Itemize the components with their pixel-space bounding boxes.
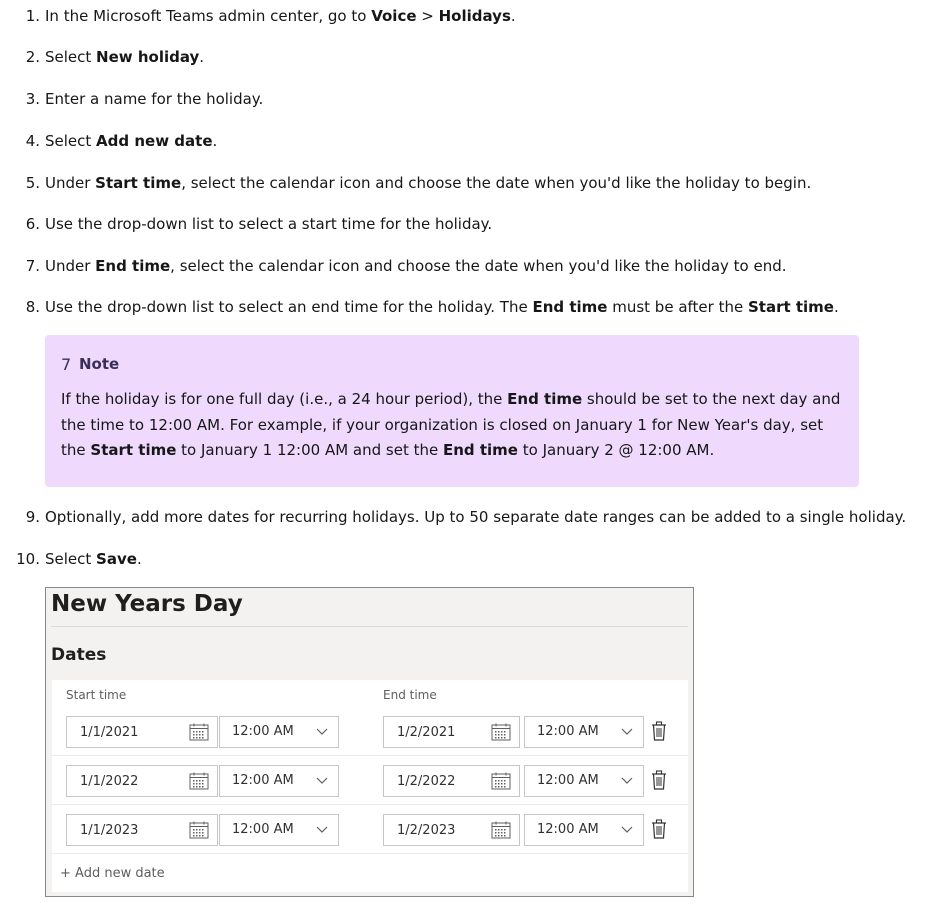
- text-run: Optionally, add more dates for recurring holidays. Up to 50 separate date ranges can be added to a single holiday.: [45, 508, 907, 526]
- chevron-down-icon: [621, 725, 633, 741]
- delete-icon[interactable]: [649, 769, 669, 791]
- text-run: to January 1 12:00 AM and set the: [176, 441, 443, 459]
- text-run: , select the calendar icon and choose the date when you'd like the holiday to begin.: [181, 174, 812, 192]
- start-time-dropdown[interactable]: [219, 716, 339, 748]
- calendar-icon[interactable]: [483, 766, 519, 796]
- end-date-value: 1/2/2021: [397, 725, 456, 740]
- step-text: [45, 548, 142, 570]
- info-icon: 7: [61, 355, 72, 375]
- chevron-down-icon: [316, 774, 328, 790]
- holiday-name: New Years Day: [51, 591, 243, 617]
- add-new-date-link[interactable]: + Add new date: [60, 866, 165, 881]
- text-run: , select the calendar icon and choose the date when you'd like the holiday to end.: [170, 257, 787, 275]
- end-date-picker[interactable]: [383, 716, 520, 748]
- date-row: [52, 755, 688, 805]
- text-run: .: [510, 7, 516, 25]
- start-date-picker[interactable]: [66, 716, 218, 748]
- holiday-form-card: [45, 587, 694, 897]
- calendar-icon[interactable]: [483, 717, 519, 747]
- text-run: Use the drop-down list to select an end time for the holiday. The: [45, 298, 533, 316]
- dates-panel: [52, 680, 688, 892]
- step-text: [45, 296, 839, 318]
- start-time-dropdown[interactable]: [219, 814, 339, 846]
- chevron-down-icon: [621, 823, 633, 839]
- step-text: [45, 88, 263, 110]
- bold-term: End time: [95, 257, 171, 275]
- dates-heading: Dates: [51, 645, 107, 665]
- end-time-dropdown[interactable]: [524, 765, 644, 797]
- end-date-value: 1/2/2023: [397, 823, 456, 838]
- step-text: [45, 46, 204, 68]
- end-date-value: 1/2/2022: [397, 774, 456, 789]
- divider: [51, 626, 688, 627]
- note-body: [61, 387, 843, 464]
- text-run: Enter a name for the holiday.: [45, 90, 264, 108]
- start-time-label: Start time: [66, 688, 127, 702]
- start-time-value: 12:00 AM: [232, 724, 294, 739]
- text-run: >: [416, 7, 439, 25]
- text-run: .: [136, 550, 142, 568]
- text-run: Select: [45, 48, 97, 66]
- delete-icon[interactable]: [649, 818, 669, 840]
- text-run: In the Microsoft Teams admin center, go to: [45, 7, 372, 25]
- bold-term: Start time: [747, 298, 834, 316]
- note-header: [61, 353, 843, 377]
- end-time-value: 12:00 AM: [537, 724, 599, 739]
- bold-term: Start time: [95, 174, 182, 192]
- text-run: to January 2 @ 12:00 AM.: [517, 441, 715, 459]
- step-number: 1.: [25, 7, 40, 25]
- step-text: [45, 5, 516, 27]
- date-row: [52, 706, 688, 756]
- text-run: .: [199, 48, 205, 66]
- end-time-dropdown[interactable]: [524, 716, 644, 748]
- calendar-icon[interactable]: [483, 815, 519, 845]
- text-run: must be after the: [607, 298, 748, 316]
- text-run: should be set to the next day and the time to 12:00 AM. For example, if your organization is closed on January 1 for New Year's day, set the: [61, 390, 841, 459]
- text-run: .: [833, 298, 839, 316]
- text-run: Select: [45, 132, 97, 150]
- bold-term: End time: [532, 298, 608, 316]
- end-date-picker[interactable]: [383, 814, 520, 846]
- step-number: 4.: [25, 132, 40, 150]
- step-text: [45, 130, 217, 152]
- bold-term: Voice: [371, 7, 417, 25]
- step-number: 9.: [25, 508, 40, 526]
- note-title: Note: [79, 355, 120, 374]
- chevron-down-icon: [316, 725, 328, 741]
- chevron-down-icon: [621, 774, 633, 790]
- text-run: Use the drop-down list to select a start time for the holiday.: [45, 215, 493, 233]
- end-time-label: End time: [383, 688, 437, 702]
- bold-term: Add new date: [96, 132, 213, 150]
- step-number: 7.: [25, 257, 40, 275]
- bold-term: Start time: [90, 441, 177, 459]
- step-text: [45, 506, 906, 528]
- text-run: Under: [45, 174, 96, 192]
- step-number: 6.: [25, 215, 40, 233]
- note-callout: [45, 335, 859, 487]
- step-number: 5.: [25, 174, 40, 192]
- date-row: [52, 804, 688, 854]
- bold-term: End time: [442, 441, 518, 459]
- text-run: If the holiday is for one full day (i.e., a 24 hour period), the: [61, 390, 508, 408]
- step-number: 3.: [25, 90, 40, 108]
- calendar-icon[interactable]: [181, 766, 217, 796]
- start-time-dropdown[interactable]: [219, 765, 339, 797]
- end-date-picker[interactable]: [383, 765, 520, 797]
- bold-term: Holidays: [438, 7, 511, 25]
- start-time-value: 12:00 AM: [232, 773, 294, 788]
- start-time-value: 12:00 AM: [232, 822, 294, 837]
- start-date-value: 1/1/2023: [80, 823, 139, 838]
- text-run: .: [212, 132, 218, 150]
- step-number: 8.: [25, 298, 40, 316]
- step-number: 2.: [25, 48, 40, 66]
- step-number: 10.: [16, 550, 40, 568]
- step-text: [45, 255, 787, 277]
- end-time-value: 12:00 AM: [537, 773, 599, 788]
- start-date-picker[interactable]: [66, 814, 218, 846]
- start-date-value: 1/1/2022: [80, 774, 139, 789]
- end-time-dropdown[interactable]: [524, 814, 644, 846]
- delete-icon[interactable]: [649, 720, 669, 742]
- start-date-picker[interactable]: [66, 765, 218, 797]
- text-run: Under: [45, 257, 96, 275]
- step-text: [45, 172, 811, 194]
- step-text: [45, 213, 492, 235]
- calendar-icon[interactable]: [181, 717, 217, 747]
- text-run: Select: [45, 550, 97, 568]
- bold-term: End time: [507, 390, 583, 408]
- start-date-value: 1/1/2021: [80, 725, 139, 740]
- end-time-value: 12:00 AM: [537, 822, 599, 837]
- chevron-down-icon: [316, 823, 328, 839]
- bold-term: Save: [96, 550, 137, 568]
- bold-term: New holiday: [96, 48, 200, 66]
- calendar-icon[interactable]: [181, 815, 217, 845]
